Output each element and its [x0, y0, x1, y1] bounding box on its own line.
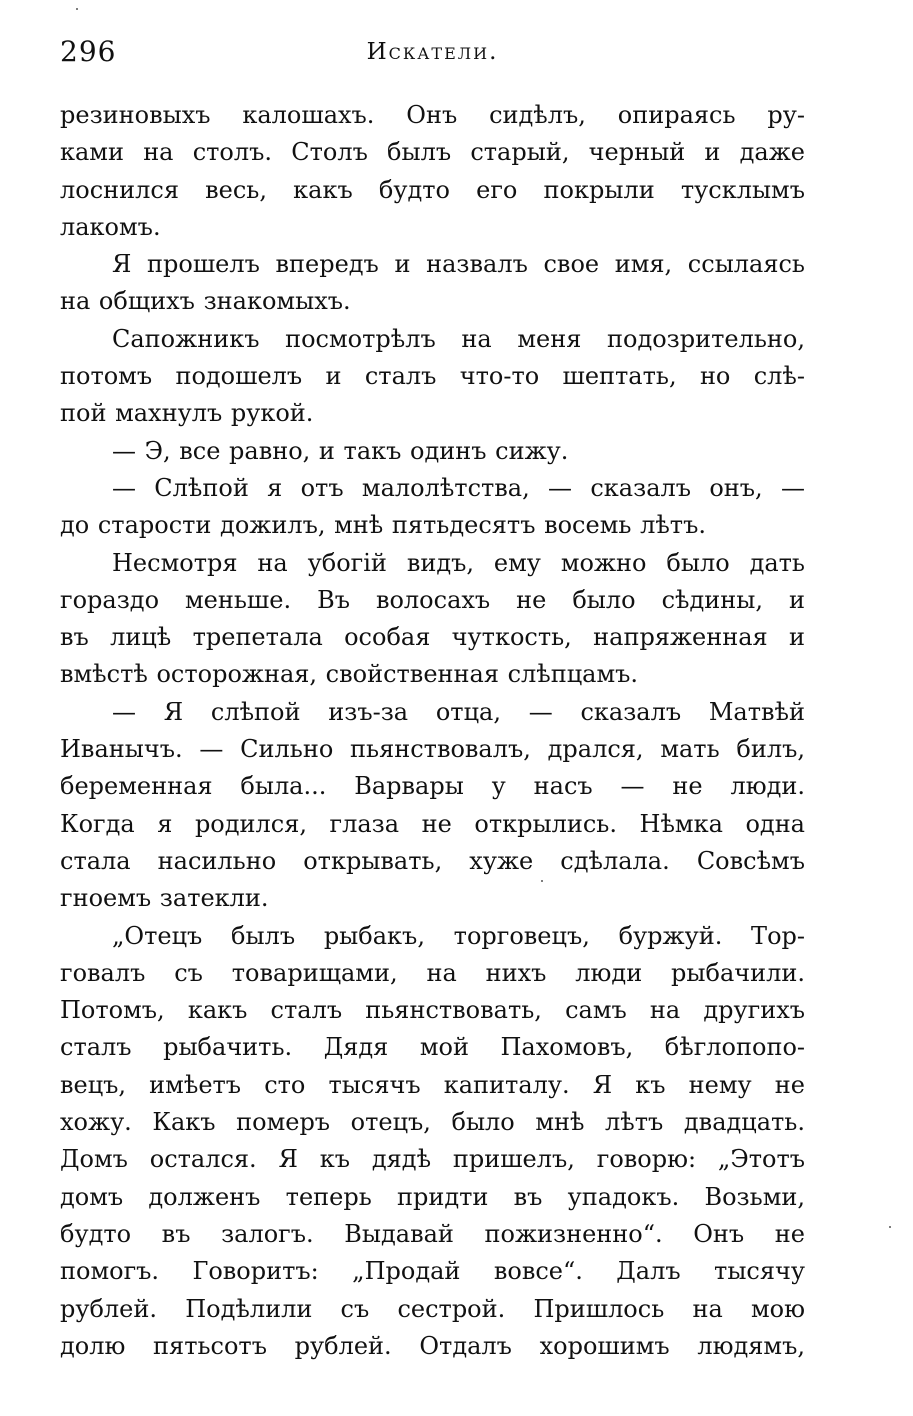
text-line: беременная была... Варвары у насъ — не люди. — [60, 772, 805, 801]
text-line: стала насильно открывать, хуже сдѣлала. Совсѣмъ — [60, 846, 805, 875]
text-line: Домъ остался. Я къ дядѣ пришелъ, говорю: „Этотъ — [60, 1145, 805, 1174]
print-speck — [76, 8, 78, 10]
paragraph — [60, 246, 805, 321]
text-line: въ лицѣ трепетала особая чуткость, напряженная и — [60, 623, 805, 652]
paragraph — [60, 470, 805, 545]
text-line: „Отецъ былъ рыбакъ, торговецъ, буржуй. Тор- — [112, 921, 805, 950]
paragraph — [60, 918, 805, 1366]
body-text — [60, 97, 805, 1365]
text-line: вмѣстѣ осторожная, свойственная слѣпцамъ. — [60, 660, 639, 689]
paragraph — [60, 321, 805, 433]
text-line: гораздо меньше. Въ волосахъ не было сѣдины, и — [60, 585, 805, 614]
page-header — [60, 30, 805, 74]
running-title: Искатели. — [366, 39, 499, 65]
text-line: — Э, все равно, и такъ одинъ сижу. — [112, 436, 569, 465]
paragraph — [60, 97, 805, 246]
text-line: пой махнулъ рукой. — [60, 399, 314, 428]
text-line: Я прошелъ впередъ и назвалъ свое имя, ссылаясь — [112, 250, 805, 279]
text-line: хожу. Какъ померъ отецъ, было мнѣ лѣтъ двадцать. — [60, 1108, 805, 1137]
text-line: — Слѣпой я отъ малолѣтства, — сказалъ онъ, — — [112, 473, 805, 502]
text-line: домъ долженъ теперь придти въ упадокъ. Возьми, — [60, 1182, 805, 1211]
text-line: Иванычъ. — Сильно пьянствовалъ, дрался, мать билъ, — [60, 735, 805, 764]
text-line: на общихъ знакомыхъ. — [60, 287, 351, 316]
text-line: Несмотря на убогій видъ, ему можно было дать — [112, 548, 805, 577]
page-number: 296 — [60, 35, 117, 68]
text-line: — Я слѣпой изъ-за отца, — сказалъ Матвѣй — [112, 697, 805, 726]
text-line: Потомъ, какъ сталъ пьянствовать, самъ на другихъ — [60, 996, 805, 1025]
text-line: до старости дожилъ, мнѣ пятьдесятъ восемь лѣтъ. — [60, 511, 706, 540]
text-line: вецъ, имѣетъ сто тысячъ капиталу. Я къ нему не — [60, 1070, 805, 1099]
text-line: лоснился весь, какъ будто его покрыли тусклымъ — [60, 175, 805, 204]
text-line: лакомъ. — [60, 212, 161, 241]
paragraph — [60, 694, 805, 918]
text-line: помогъ. Говоритъ: „Продай вовсе“. Далъ тысячу — [60, 1257, 805, 1286]
text-line: Когда я родился, глаза не открылись. Нѣмка одна — [60, 809, 805, 838]
paragraph — [60, 433, 805, 470]
paragraph — [60, 545, 805, 694]
text-line: Сапожникъ посмотрѣлъ на меня подозрительно, — [112, 324, 805, 353]
text-line: долю пятьсотъ рублей. Отдалъ хорошимъ людямъ, — [60, 1331, 805, 1360]
text-line: гноемъ затекли. — [60, 884, 269, 913]
text-line: рублей. Подѣлили съ сестрой. Пришлось на мою — [60, 1294, 805, 1323]
text-line: говалъ съ товарищами, на нихъ люди рыбачили. — [60, 958, 805, 987]
print-speck — [889, 1226, 891, 1228]
text-line: ками на столъ. Столъ былъ старый, черный и даже — [60, 138, 805, 167]
text-line: резиновыхъ калошахъ. Онъ сидѣлъ, опираясь ру- — [60, 101, 805, 129]
text-line: сталъ рыбачить. Дядя мой Пахомовъ, бѣглопопо- — [60, 1033, 805, 1062]
text-line: будто въ залогъ. Выдавай пожизненно“. Онъ не — [60, 1219, 805, 1248]
print-speck — [541, 880, 543, 882]
text-line: потомъ подошелъ и сталъ что-то шептать, но слѣ- — [60, 362, 805, 391]
